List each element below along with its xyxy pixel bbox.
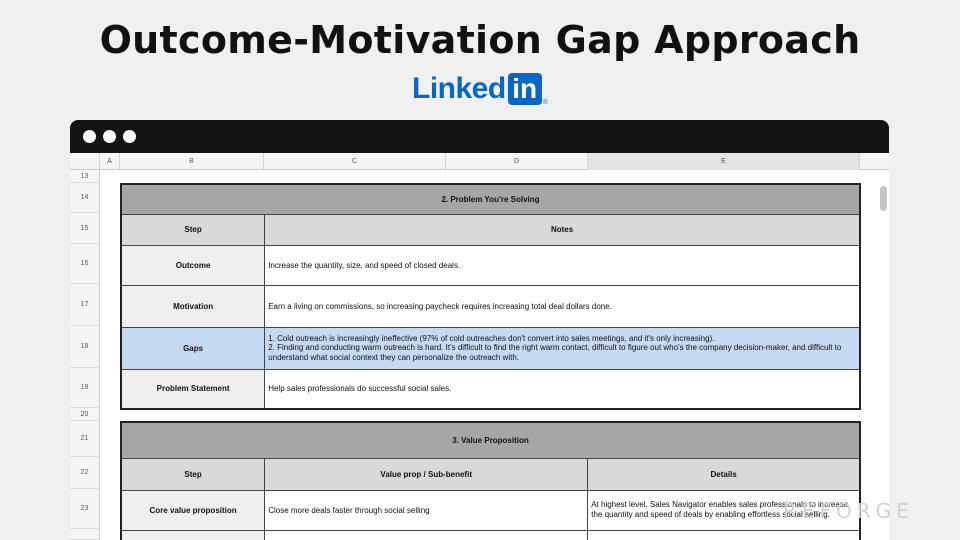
table-row xyxy=(121,530,860,540)
logo-registered-mark: ® xyxy=(542,99,548,106)
notes-cell[interactable]: Increase the quantity, size, and speed of closed deals. xyxy=(265,245,860,285)
notes-cell[interactable]: Earn a living on commissions, so increasing paycheck requires increasing total deal dollars done. xyxy=(265,285,860,327)
logo-text: Linked xyxy=(412,72,506,105)
row-header-19[interactable]: 19 xyxy=(70,368,100,408)
notes-cell[interactable]: Help sales professionals do successful social sales. xyxy=(265,369,860,409)
notes-cell[interactable] xyxy=(265,327,860,369)
step-cell[interactable]: Motivation xyxy=(121,285,265,327)
corner-cell[interactable] xyxy=(70,153,100,170)
logo-in-box: in xyxy=(508,73,542,105)
gaps-note-line-1: 1. Cold outreach is increasingly ineffective (97% of cold outreaches don't convert into sales meetings, and it's only increasing). xyxy=(268,333,715,343)
reforge-watermark: REFORGE xyxy=(783,499,914,523)
value-col-details[interactable]: Details xyxy=(588,458,860,490)
row-header-15[interactable]: 15 xyxy=(70,213,100,244)
column-header-c[interactable]: C xyxy=(264,153,446,170)
problem-col-notes[interactable]: Notes xyxy=(265,214,860,245)
row-header-22[interactable]: 22 xyxy=(70,457,100,489)
value-cell[interactable]: Close more deals faster through social selling xyxy=(265,490,588,530)
value-col-step[interactable]: Step xyxy=(121,458,265,490)
step-cell[interactable]: Outcome xyxy=(121,245,265,285)
problem-table xyxy=(120,183,861,410)
table-row xyxy=(121,369,860,409)
slide-title: Outcome-Motivation Gap Approach xyxy=(99,18,861,62)
linkedin-logo xyxy=(412,72,548,106)
details-cell[interactable]: At highest level, Sales Navigator enables sales professionals to increase the quantity and speed of deals by enabling effortless social selling. xyxy=(588,490,860,530)
row-header-23[interactable]: 23 xyxy=(70,489,100,529)
gaps-note-line-2: 2. Finding and conducting warm outreach is hard. It's difficult to find the right warm contact, difficult to figure out who's the company decision-maker, and difficult to understand what social context they can personalize the outreach with. xyxy=(268,343,842,362)
row-header-14[interactable]: 14 xyxy=(70,183,100,213)
problem-col-step[interactable]: Step xyxy=(121,214,265,245)
step-cell[interactable]: Gaps xyxy=(121,327,265,369)
table-row-selected xyxy=(121,327,860,369)
column-header-a[interactable]: A xyxy=(100,153,120,170)
row-header-17[interactable]: 17 xyxy=(70,284,100,326)
step-cell[interactable]: Problem Statement xyxy=(121,369,265,409)
table-row xyxy=(121,245,860,285)
row-header-13[interactable]: 13 xyxy=(70,170,100,183)
column-header-d[interactable]: D xyxy=(446,153,588,170)
row-header-18[interactable]: 18 xyxy=(70,326,100,368)
table-row xyxy=(121,490,860,530)
value-prop-table xyxy=(120,421,861,540)
value-section-header[interactable]: 3. Value Proposition xyxy=(121,422,860,458)
value-col-value-prop[interactable]: Value prop / Sub-benefit xyxy=(265,458,588,490)
spreadsheet-grid xyxy=(70,120,889,540)
row-header-24[interactable] xyxy=(70,529,100,540)
problem-section-header[interactable]: 2. Problem You're Solving xyxy=(121,184,860,214)
spreadsheet-window xyxy=(70,120,889,540)
column-header-bar xyxy=(70,153,889,170)
column-header-e[interactable]: E xyxy=(588,153,860,170)
row-header-20[interactable]: 20 xyxy=(70,408,100,421)
column-header-b[interactable]: B xyxy=(120,153,264,170)
step-cell[interactable]: Core value proposition xyxy=(121,490,265,530)
row-header-16[interactable]: 16 xyxy=(70,244,100,284)
row-header-21[interactable]: 21 xyxy=(70,421,100,457)
table-row xyxy=(121,285,860,327)
vertical-scrollbar[interactable] xyxy=(880,186,887,211)
